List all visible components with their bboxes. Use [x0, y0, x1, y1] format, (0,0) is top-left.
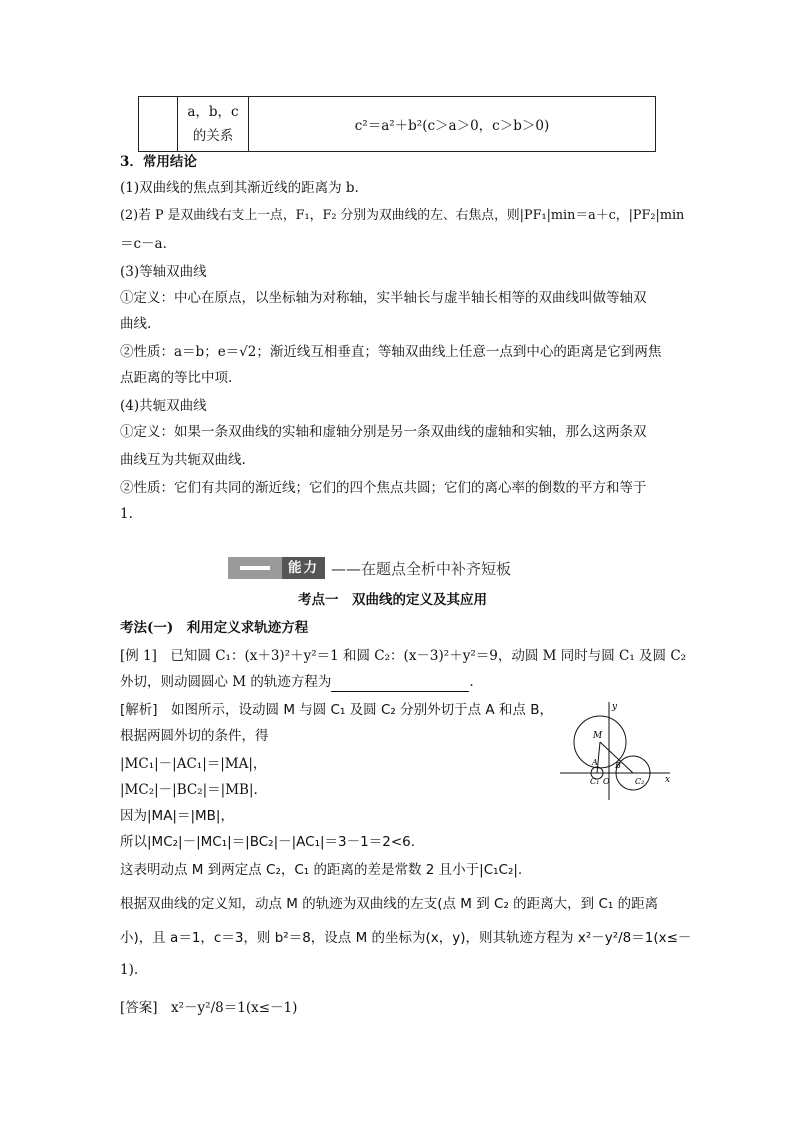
solution-line: 因为|MA|＝|MB|， [120, 808, 234, 824]
text-line: (2)若 P 是双曲线右支上一点，F₁，F₂ 分别为双曲线的左、右焦点，则|PF₁|min＝a＋c，|PF₂|min [120, 208, 685, 223]
table-label-cell [178, 97, 249, 151]
label-c1: C₁ [590, 777, 600, 786]
example-text: 外切，则动圆圆心 M 的轨迹方程为 [120, 674, 332, 690]
label-o: O [603, 777, 610, 786]
text-line: ②性质：a＝b；e＝√2；渐近线互相垂直；等轴双曲线上任意一点到中心的距离是它到两焦 [120, 344, 662, 360]
text-line: 曲线互为共轭双曲线. [120, 452, 246, 468]
example-end: . [469, 674, 474, 690]
text-line: ①定义：中心在原点，以坐标轴为对称轴，实半轴长与虚半轴长相等的双曲线叫做等轴双 [120, 290, 647, 306]
banner-text: ——在题点全析中补齐短板 [331, 559, 512, 578]
solution-line: [解析] 如图所示，设动圆 M 与圆 C₁ 及圆 C₂ 分别外切于点 A 和点 B， [120, 702, 553, 718]
label-relation: 的关系 [192, 128, 234, 144]
text-line: 曲线. [120, 316, 152, 332]
heading-conclusions: 3．常用结论 [120, 154, 197, 170]
banner-bar [228, 557, 282, 579]
text-line: (4)共轭双曲线 [120, 398, 207, 414]
label-a: A [592, 758, 598, 767]
solution-line: 根据两圆外切的条件，得 [120, 728, 269, 744]
label-m: M [593, 731, 603, 741]
relation-table [138, 96, 656, 152]
ability-banner [228, 555, 511, 581]
solution-line: 根据双曲线的定义知，动点 M 的轨迹为双曲线的左支(点 M 到 C₂ 的距离大，到 C₁ 的距离 [120, 896, 659, 912]
example-line: [例 1] 已知圆 C₁：(x＋3)²＋y²＝1 和圆 C₂：(x－3)²＋y²＝9，动圆 M 同时与圆 C₁ 及圆 C₂ [120, 648, 687, 664]
method-title: 考法(一) 利用定义求轨迹方程 [120, 620, 309, 636]
text-line: (1)双曲线的焦点到其渐近线的距离为 b. [120, 180, 359, 196]
label-abc: a，b，c [187, 104, 239, 120]
text-line: 1. [120, 506, 133, 522]
label-b: B [615, 761, 621, 770]
text-line: (3)等轴双曲线 [120, 264, 207, 280]
text-line: ＝c－a. [120, 236, 167, 252]
label-x: x [665, 775, 671, 785]
solution-line: 小)，且 a＝1，c＝3，则 b²＝8，设点 M 的坐标为(x，y)，则其轨迹方程为 x²－y²/8＝1(x≤－ [120, 930, 692, 946]
text-line: ②性质：它们有共同的渐近线；它们的四个焦点共圆；它们的离心率的倒数的平方和等于 [120, 480, 647, 496]
solution-line: 1). [120, 962, 139, 978]
label-y: y [612, 702, 618, 712]
banner-tag: 能力 [282, 557, 325, 579]
section-title: 考点一 双曲线的定义及其应用 [298, 592, 487, 608]
label-c2: C₂ [635, 777, 645, 786]
solution-line: 这表明动点 M 到两定点 C₂，C₁ 的距离的差是常数 2 且小于|C₁C₂|. [120, 862, 523, 878]
text-line: ①定义：如果一条双曲线的实轴和虚轴分别是另一条双曲线的虚轴和实轴，那么这两条双 [120, 424, 647, 440]
text-line: 点距离的等比中项. [120, 370, 233, 386]
circles-figure [555, 700, 675, 805]
solution-line: |MC₂|－|BC₂|＝|MB|. [120, 782, 258, 798]
table-formula-cell: c²＝a²＋b²(c＞a＞0，c＞b＞0) [354, 118, 550, 134]
answer-line: [答案] x²－y²/8＝1(x≤－1) [120, 1000, 298, 1016]
solution-line: |MC₁|－|AC₁|＝|MA|， [120, 756, 267, 772]
example-line-2 [120, 672, 474, 692]
answer-blank [331, 677, 469, 692]
table-blank-cell [139, 97, 178, 151]
solution-line: 所以|MC₂|－|MC₁|＝|BC₂|－|AC₁|＝3－1＝2<6. [120, 834, 416, 850]
